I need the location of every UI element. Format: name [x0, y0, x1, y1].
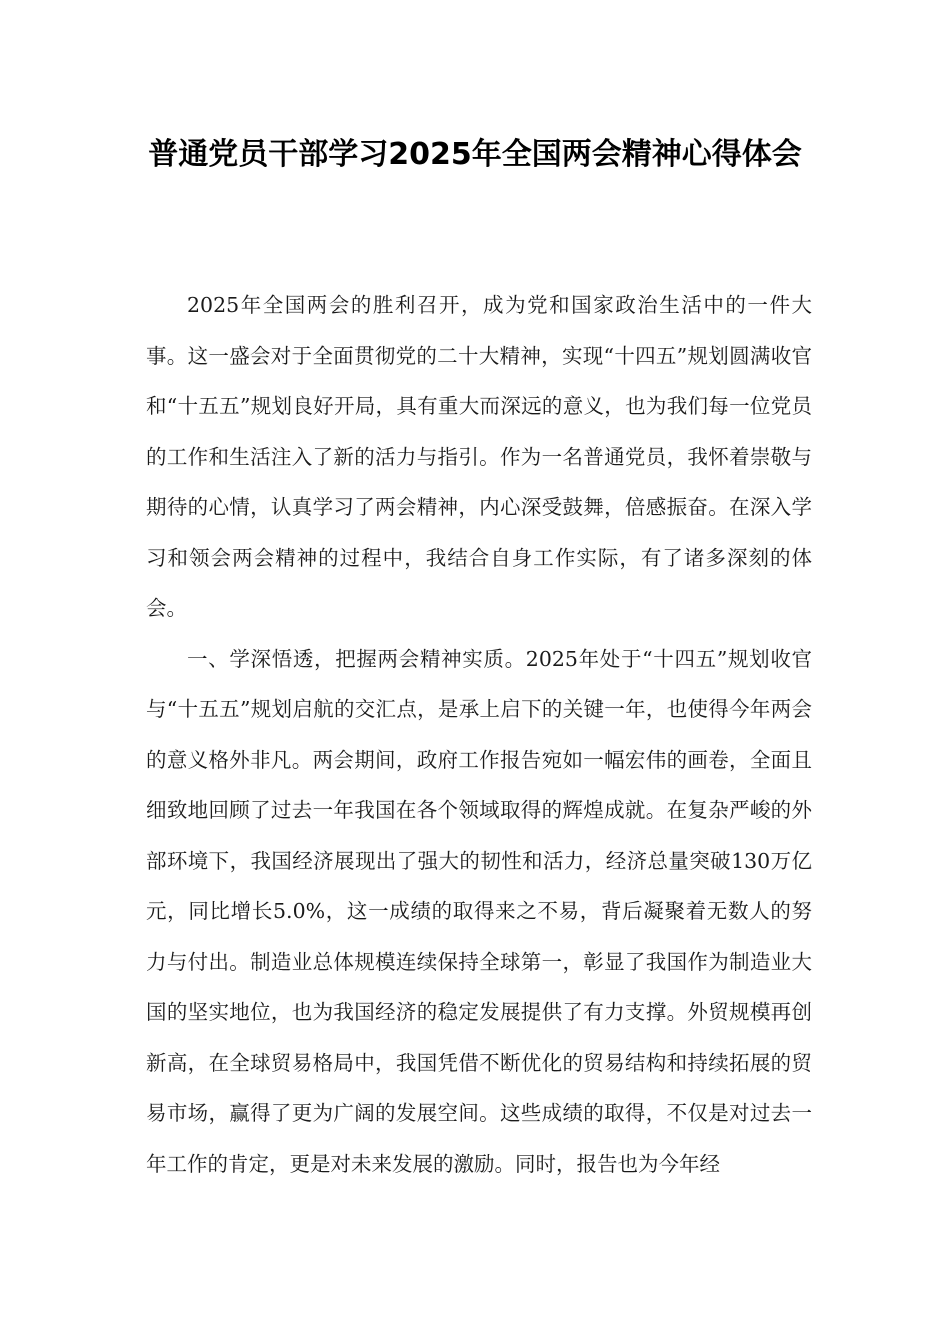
paragraph-intro: 2025年全国两会的胜利召开，成为党和国家政治生活中的一件大事。这一盛会对于全面贯彻党的二十大精神，实现“十四五”规划圆满收官和“十五五”规划良好开局，具有重大而深远的意义，也为我们每一位党员的工作和生活注入了新的活力与指引。作为一名普通党员，我怀着崇敬与期待的心情，认真学习了两会精神，内心深受鼓舞，倍感振奋。在深入学习和领会两会精神的过程中，我结合自身工作实际，有了诸多深刻的体会。: [146, 293, 812, 620]
document-body: [146, 280, 812, 1189]
paragraph-section-one: 一、学深悟透，把握两会精神实质。2025年处于“十四五”规划收官与“十五五”规划启航的交汇点，是承上启下的关键一年，也使得今年两会的意义格外非凡。两会期间，政府工作报告宛如一幅宏伟的画卷，全面且细致地回顾了过去一年我国在各个领域取得的辉煌成就。在复杂严峻的外部环境下，我国经济展现出了强大的韧性和活力，经济总量突破130万亿元，同比增长5.0%，这一成绩的取得来之不易，背后凝聚着无数人的努力与付出。制造业总体规模连续保持全球第一，彰显了我国作为制造业大国的坚实地位，也为我国经济的稳定发展提供了有力支撑。外贸规模再创新高，在全球贸易格局中，我国凭借不断优化的贸易结构和持续拓展的贸易市场，赢得了更为广阔的发展空间。这些成绩的取得，不仅是对过去一年工作的肯定，更是对未来发展的激励。同时，报告也为今年经: [146, 646, 812, 1176]
document-title: 普通党员干部学习2025年全国两会精神心得体会: [148, 137, 802, 172]
